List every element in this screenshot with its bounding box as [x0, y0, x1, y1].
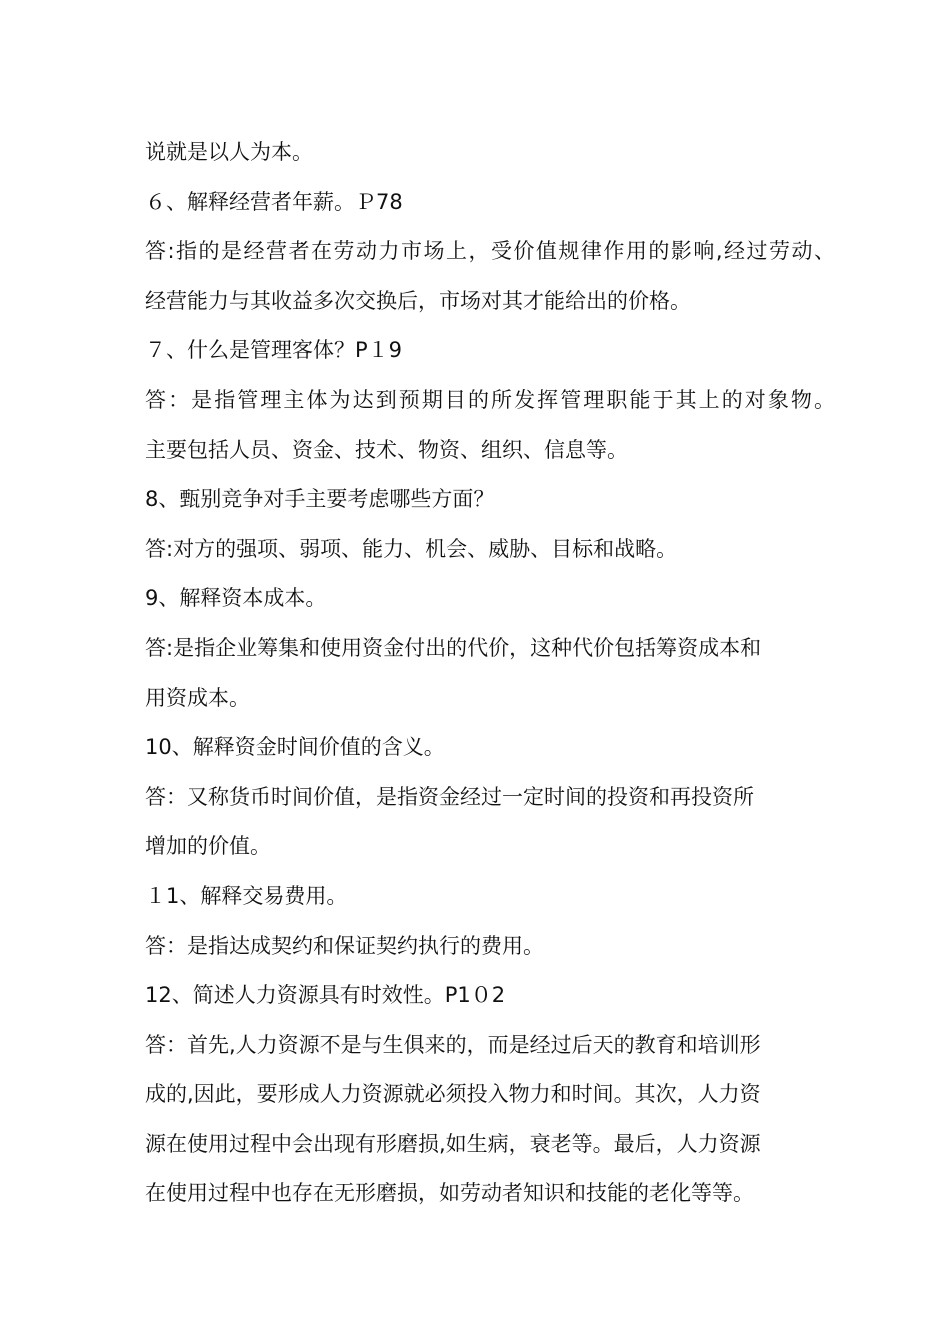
answer-line: 在使用过程中也存在无形磨损，如劳动者知识和技能的老化等等。: [145, 1181, 754, 1206]
answer-line: 经营能力与其收益多次交换后，市场对其才能给出的价格。: [145, 288, 691, 313]
answer-line: 答:对方的强项、弱项、能力、机会、威胁、目标和战略。: [145, 536, 678, 561]
question-heading: 8、甄别竞争对手主要考虑哪些方面？: [145, 487, 495, 512]
question-heading: ６、解释经营者年薪。Ｐ78: [145, 189, 403, 214]
question-heading: 10、解释资金时间价值的含义。: [145, 735, 445, 760]
question-heading: １1、解释交易费用。: [145, 883, 348, 908]
answer-line: 答:是指企业筹集和使用资金付出的代价，这种代价包括筹资成本和: [145, 635, 762, 660]
answer-line: 用资成本。: [145, 685, 250, 710]
text-line: 说就是以人为本。: [145, 140, 313, 164]
document-body: [145, 128, 835, 1219]
answer-line: 主要包括人员、资金、技术、物资、组织、信息等。: [145, 437, 628, 462]
answer-line: 答：是指达成契约和保证契约执行的费用。: [145, 933, 544, 958]
answer-line: 答:指的是经营者在劳动力市场上，受价值规律作用的影响,经过劳动、: [145, 239, 835, 264]
answer-line: 增加的价值。: [145, 834, 271, 859]
answer-line: 源在使用过程中会出现有形磨损,如生病，衰老等。最后，人力资源: [145, 1131, 761, 1156]
answer-line: 成的,因此，要形成人力资源就必须投入物力和时间。其次，人力资: [145, 1082, 761, 1107]
question-heading: 12、简述人力资源具有时效性。P1０2: [145, 983, 506, 1008]
question-heading: ７、什么是管理客体？P１9: [145, 338, 403, 363]
answer-line: 答：首先,人力资源不是与生俱来的，而是经过后天的教育和培训形: [145, 1032, 761, 1057]
question-heading: 9、解释资本成本。: [145, 586, 327, 611]
answer-line: 答：是指管理主体为达到预期目的所发挥管理职能于其上的对象物。: [145, 387, 835, 412]
answer-line: 答：又称货币时间价值，是指资金经过一定时间的投资和再投资所: [145, 784, 754, 809]
